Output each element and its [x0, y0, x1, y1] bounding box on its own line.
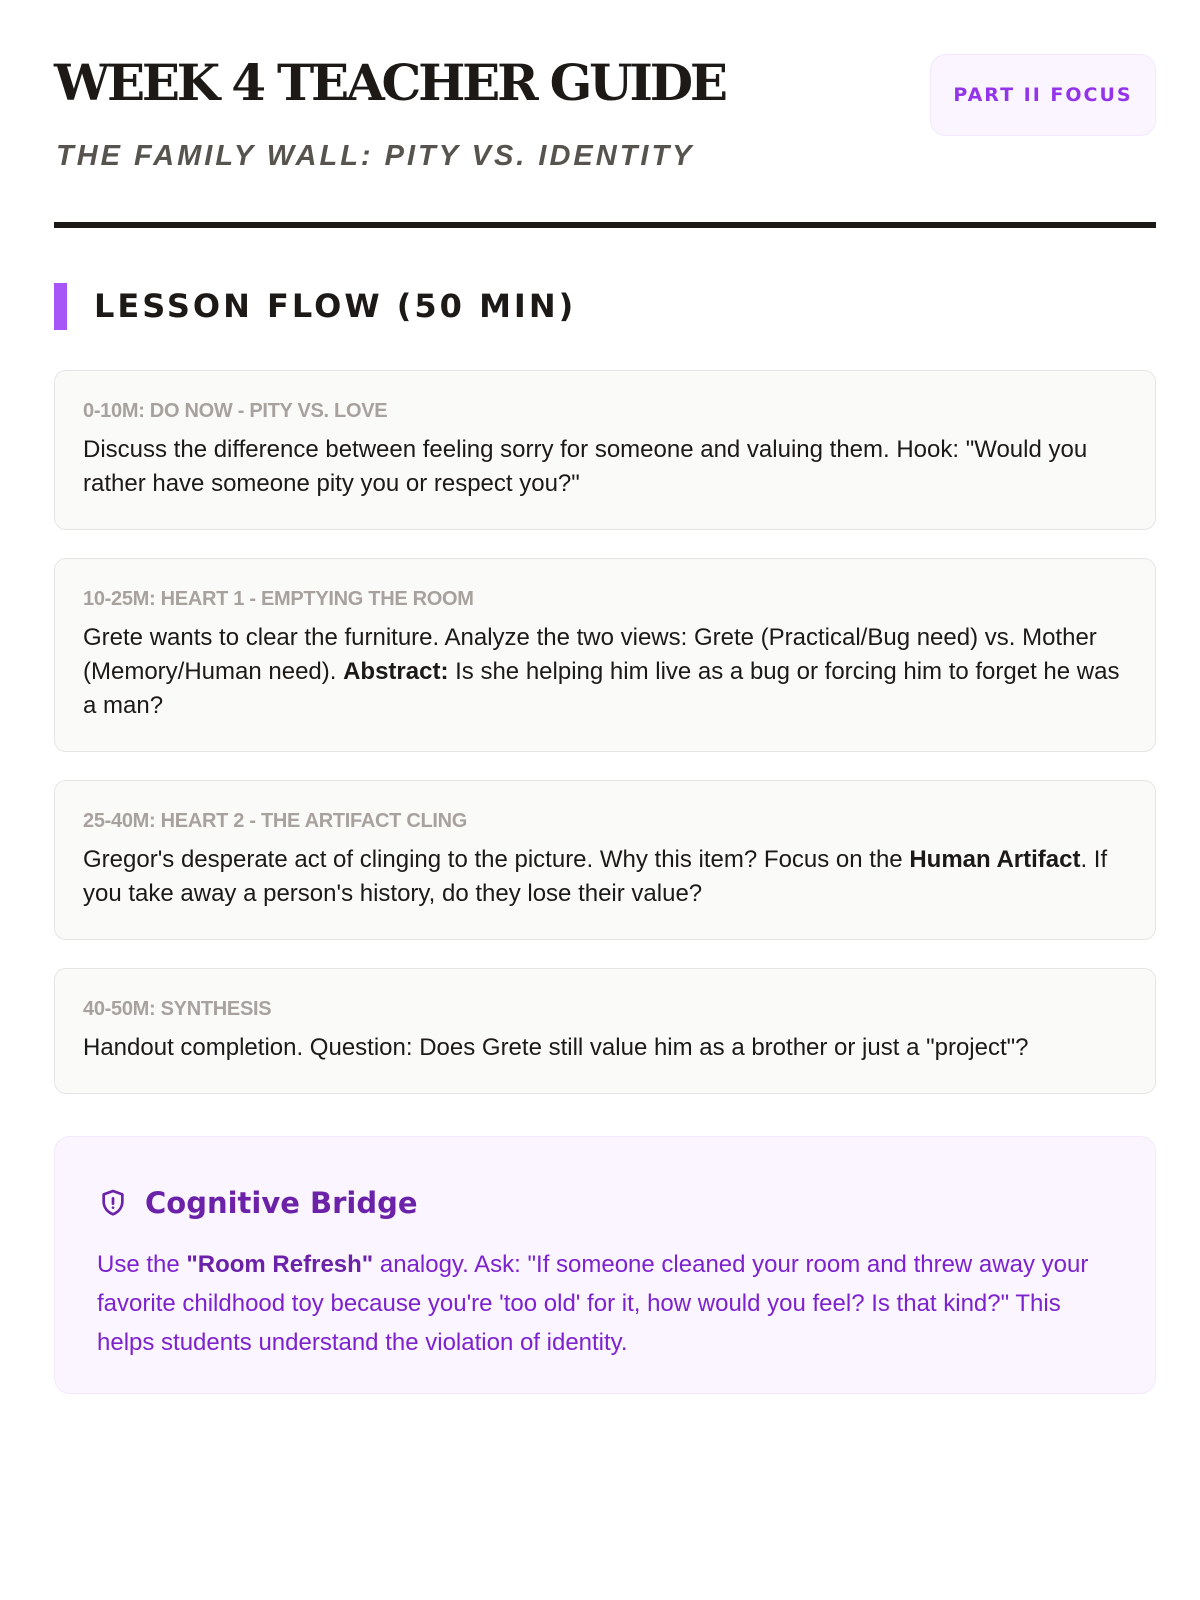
- step-description: Handout completion. Question: Does Grete still value him as a brother or just a "project"?: [83, 1034, 1029, 1061]
- step-text-part: Gregor's desperate act of clinging to the picture. Why this item? Focus on the: [83, 846, 910, 873]
- step-description: Discuss the difference between feeling sorry for someone and valuing them. Hook: "Would you rather have someone pity you or respect you?": [83, 436, 1088, 497]
- page-subtitle: THE FAMILY WALL: PITY VS. IDENTITY: [56, 140, 695, 172]
- lesson-step-do-now: [54, 370, 1156, 530]
- step-bold-term: Human Artifact: [909, 846, 1081, 873]
- step-description: [83, 843, 1127, 911]
- step-text-part: Is she helping him live as a bug or forcing him to forget he was a man?: [83, 658, 1120, 719]
- teacher-guide-page: [54, 0, 1156, 1356]
- page-header: [54, 0, 1156, 228]
- page-title: WEEK 4 TEACHER GUIDE: [54, 53, 725, 112]
- step-text-part: Grete wants to clear the furniture. Analyze the two views: Grete (Practical/Bug need) vs. Mother (Memory/Human need).: [83, 624, 1097, 685]
- step-description: [83, 621, 1127, 723]
- step-time-label: 40-50M: SYNTHESIS: [83, 998, 272, 1020]
- step-bold-term: Abstract:: [343, 658, 449, 685]
- lesson-step-heart-1: [54, 558, 1156, 752]
- step-time-label: 0-10M: DO NOW - PITY VS. LOVE: [83, 400, 388, 422]
- lesson-step-synthesis: [54, 968, 1156, 1094]
- callout-text-part: Use the: [97, 1251, 187, 1278]
- header-divider: [54, 222, 1156, 228]
- part-focus-badge: PART II FOCUS: [930, 54, 1156, 136]
- step-text-part: . If you take away a person's history, do they lose their value?: [83, 846, 1108, 907]
- cognitive-bridge-callout: [54, 1136, 1156, 1394]
- lesson-steps: [54, 370, 1156, 1122]
- step-time-label: 10-25M: HEART 1 - EMPTYING THE ROOM: [83, 588, 474, 610]
- section-accent-bar: [54, 283, 67, 330]
- shield-icon: [97, 1187, 129, 1219]
- callout-text-part: analogy. Ask: "If someone cleaned your room and threw away your favorite childhood toy because you're 'too old' for it, how would you feel? Is that kind?" This helps students understand the violation of identity.: [97, 1251, 1089, 1356]
- section-title: LESSON FLOW (50 MIN): [94, 287, 577, 325]
- callout-body: [97, 1245, 1115, 1362]
- callout-header: [97, 1181, 1115, 1225]
- callout-bold-term: "Room Refresh": [186, 1251, 374, 1278]
- lesson-step-heart-2: [54, 780, 1156, 940]
- lesson-flow-heading: [54, 282, 576, 330]
- callout-title: Cognitive Bridge: [145, 1186, 418, 1220]
- step-time-label: 25-40M: HEART 2 - THE ARTIFACT CLING: [83, 810, 468, 832]
